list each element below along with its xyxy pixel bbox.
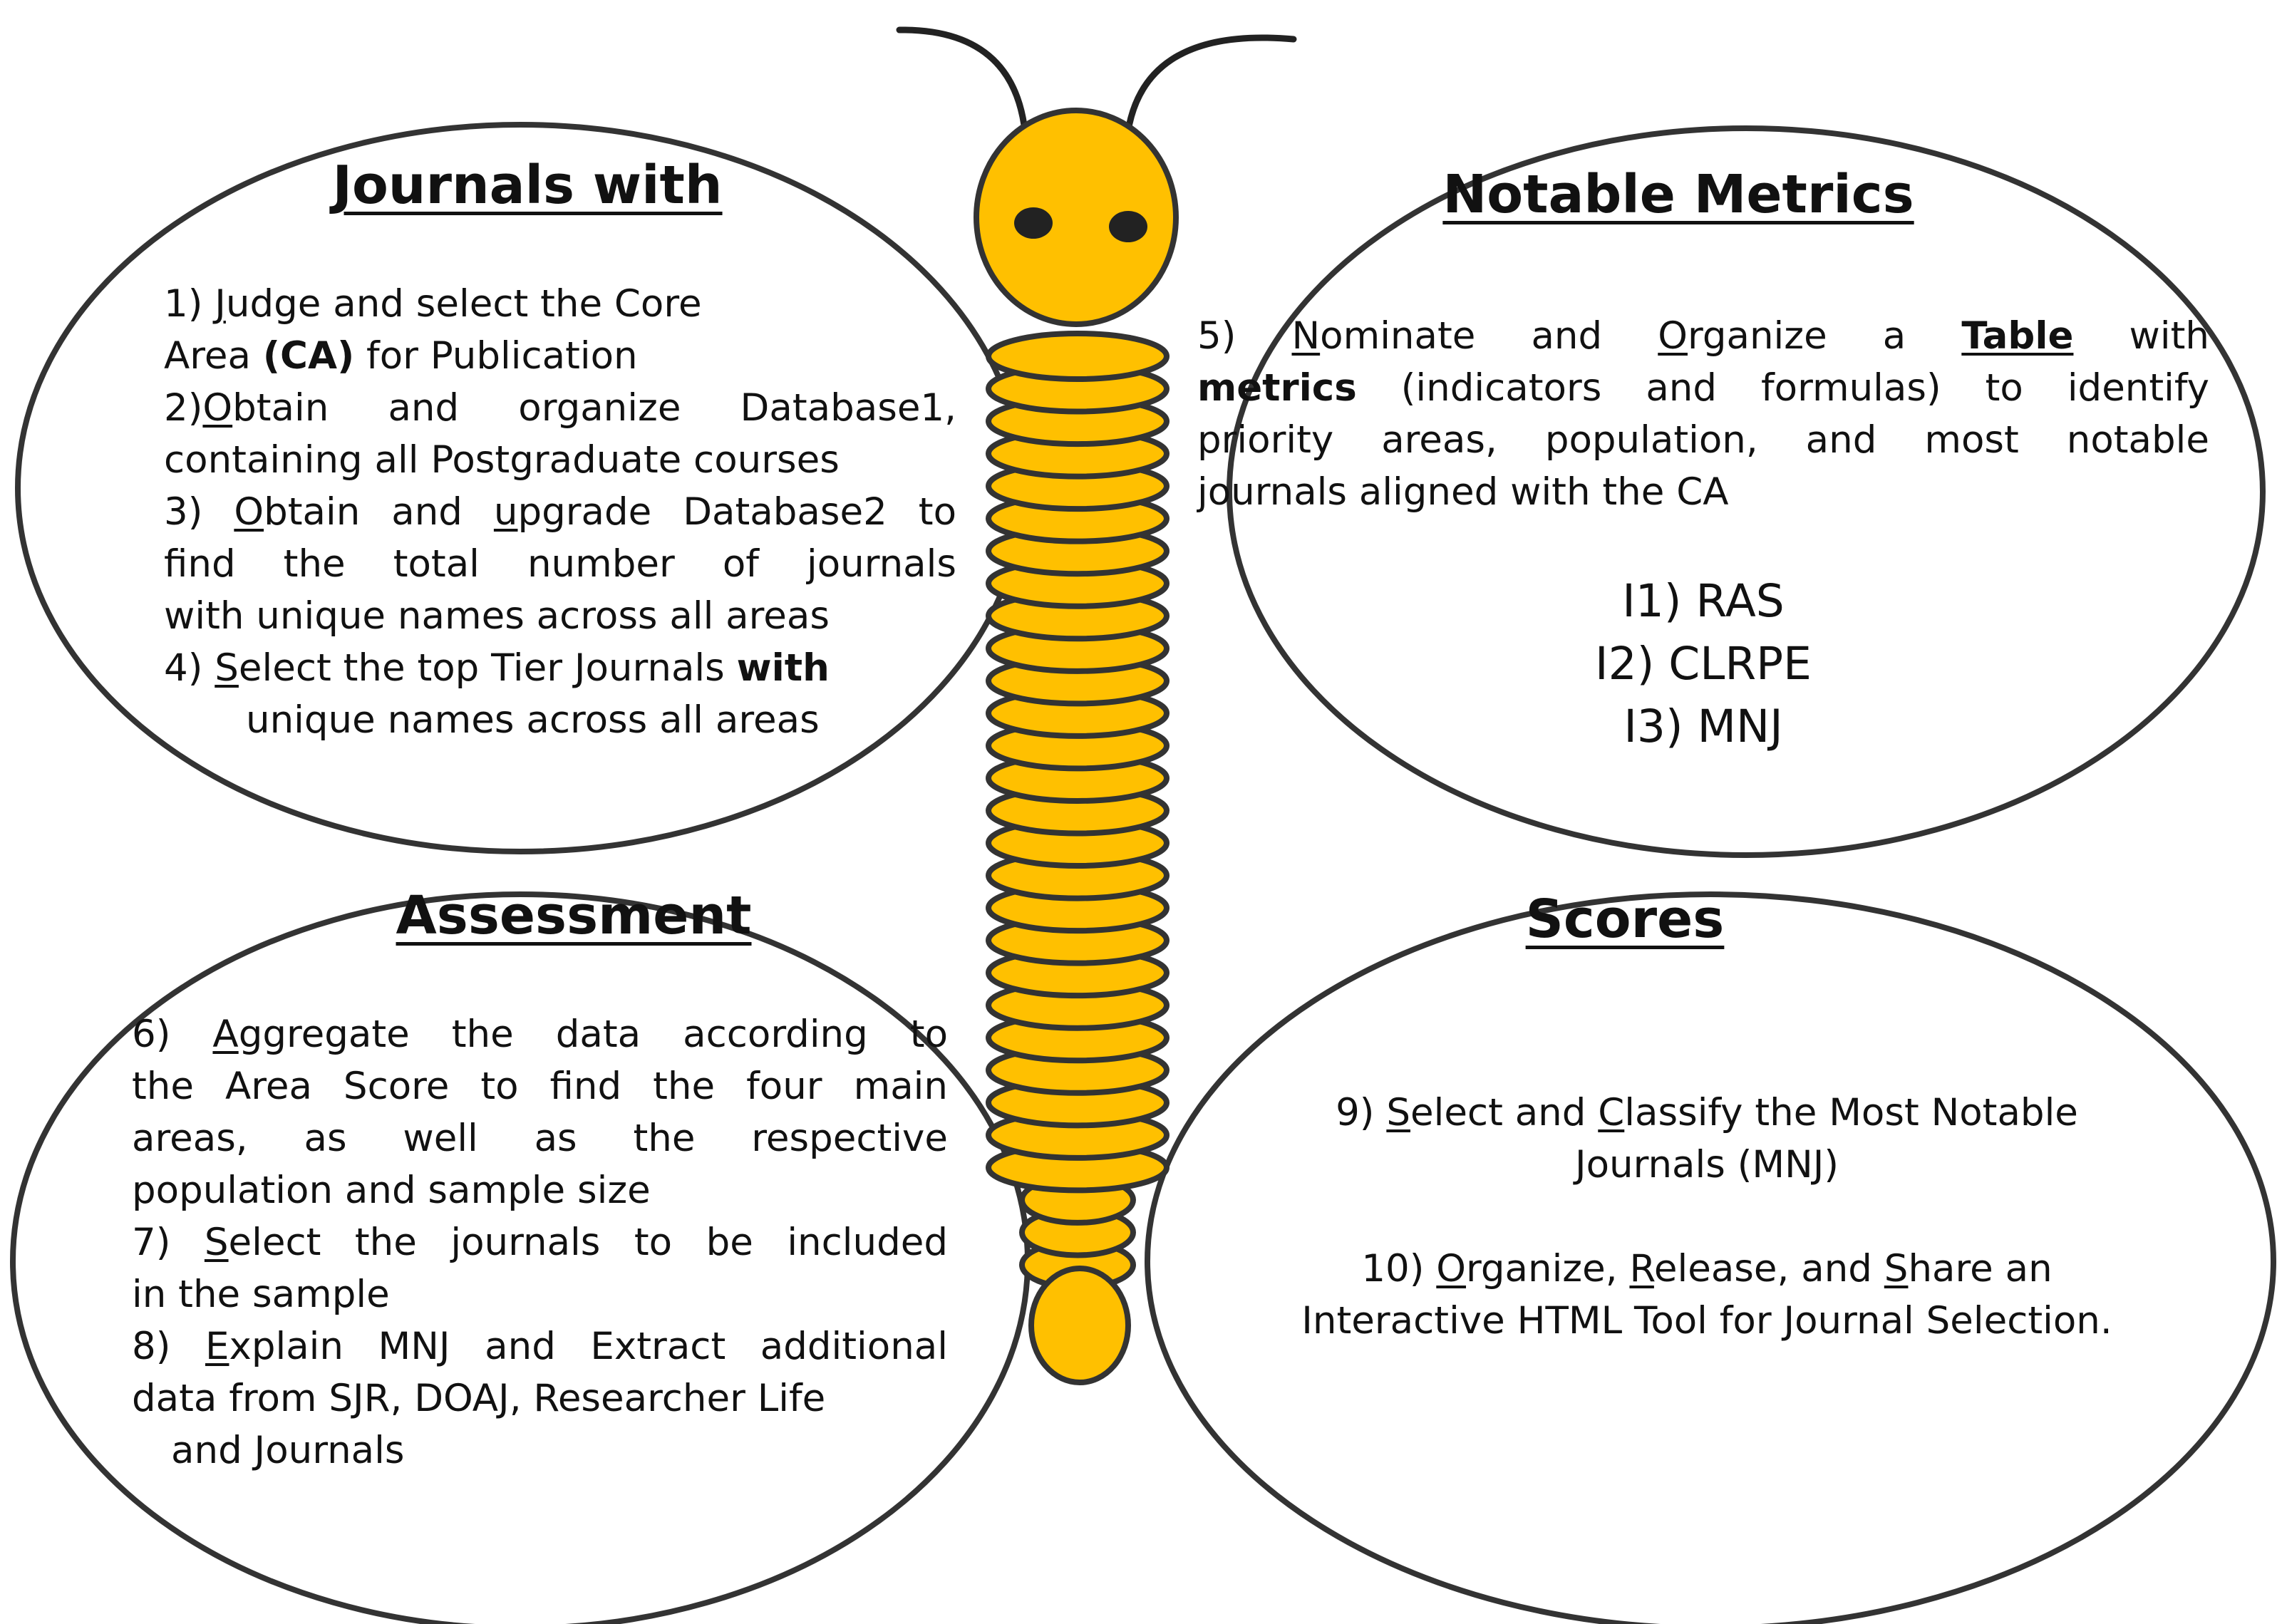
text-run: J [215,282,226,326]
text-run: for Publication [354,334,638,378]
text-run: find the total number of journals [164,542,956,586]
wing-text-line [1197,1243,2216,1295]
eye-right [1109,211,1147,242]
text-run: hare an [1908,1247,2053,1291]
wing-text-line [164,278,956,330]
text-run: data from SJR, DOAJ, Researcher Life [132,1377,826,1420]
text-run: population and sample size [132,1169,651,1212]
wing-text-line [164,382,956,434]
wing-title-bottom-left: Assessment [396,885,752,946]
text-run: Area [164,334,263,378]
wing-text-bottom-left [132,1008,948,1476]
eye-left [1014,207,1053,239]
text-run: S [215,646,239,690]
text-run: and Journals [171,1429,405,1472]
wing-text-line [132,1268,948,1320]
text-run: Interactive HTML Tool for Journal Selection. [1301,1299,2112,1343]
text-run: xplain MNJ and Extract additional [229,1325,948,1368]
text-run: with [2073,314,2209,358]
wing-text-line [164,538,956,590]
antenna-right [1126,38,1294,150]
text-run: with [736,646,830,690]
text-run: rganize a [1687,314,1962,358]
text-run: 8) [132,1325,205,1368]
wing-text-line [1197,1139,2216,1191]
indicator-item: I2) CLRPE [1595,638,1812,690]
wing-text-line [132,1112,948,1164]
text-run: 10) [1361,1247,1437,1291]
text-run: (CA) [262,334,355,378]
text-run: 4) [164,646,215,690]
text-run: ggregate the data according to [238,1013,948,1056]
wing-title-bottom-right: Scores [1525,889,1725,950]
text-run: elect and [1410,1091,1599,1134]
text-run: areas, as well as the respective [132,1117,948,1160]
wing-text-line [164,694,956,746]
text-run: A [212,1013,239,1056]
text-run: E [205,1325,229,1368]
text-run: priority areas, population, and most notable [1197,418,2209,462]
text-run: elect the journals to be included [228,1221,948,1264]
wing-text-line [1197,362,2209,414]
text-run: udge and select the Core [225,282,702,326]
text-run: R [1629,1247,1654,1291]
text-run: 3) [164,490,234,534]
text-run: 1) [164,282,215,326]
wing-text-line [132,1060,948,1112]
text-run: elect the top Tier Journals [238,646,737,690]
wing-text-line [132,1008,948,1060]
text-run: S [204,1221,229,1264]
wing-text-line [164,486,956,538]
text-run: u [493,490,518,534]
text-run: 9) [1336,1091,1387,1134]
indicator-list [1447,570,1960,758]
text-run: journals aligned with the CA [1197,470,1729,514]
text-run: the Area Score to find the four main [132,1065,948,1108]
wing-text-top-right [1197,310,2209,518]
wing-text-line [1197,1087,2216,1139]
indicator-item: I1) RAS [1622,575,1785,627]
text-run: 6) [132,1013,213,1056]
text-run: ominate and [1320,314,1658,358]
wing-text-line [132,1320,948,1372]
wing-text-line [132,1216,948,1268]
body-segment [988,333,1167,379]
body-tail [1031,1268,1128,1382]
text-run: C [1598,1091,1625,1134]
wing-text-line [164,330,956,382]
text-run: in the sample [132,1273,390,1316]
wing-text-line [164,434,956,486]
text-run: with unique names across all areas [164,594,830,638]
indicator-item: I3) MNJ [1623,700,1783,752]
wing-title-top-right: Notable Metrics [1442,164,1914,225]
text-run: N [1291,314,1321,358]
text-run: O [1436,1247,1467,1291]
wing-text-line [132,1424,948,1476]
text-run: pgrade Database2 to [517,490,956,534]
wing-text-bottom-right [1197,1087,2216,1347]
text-run: lassify the Most Notable [1624,1091,2078,1134]
text-run: O [234,490,264,534]
wing-text-line [132,1164,948,1216]
text-run: containing all Postgraduate courses [164,438,840,482]
wing-text-line [164,642,956,694]
wing-text-line [1197,466,2209,518]
wing-text-top-left [164,278,956,746]
text-run: Table [1961,314,2074,358]
wing-text-line [1197,1295,2216,1347]
wing-text-line [1197,414,2209,466]
text-run: rganize, [1466,1247,1630,1291]
text-run: S [1386,1091,1410,1134]
wing-text-line [164,590,956,642]
text-run: elease, and [1653,1247,1884,1291]
wing-text-line [132,1372,948,1424]
text-run: O [1658,314,1688,358]
text-run: metrics [1197,366,1357,410]
text-run: 5) [1197,314,1292,358]
text-run: 2) [164,386,203,430]
caterpillar-head [976,110,1176,324]
text-run: btain and [264,490,494,534]
text-run: unique names across all areas [246,698,820,742]
text-run: 7) [132,1221,205,1264]
text-run: btain and organize Database1, [232,386,956,430]
text-run: S [1884,1247,1909,1291]
antenna-left [899,30,1026,150]
wing-title-top-left: Journals with [332,155,723,216]
text-run: Journals (MNJ) [1574,1143,1839,1186]
text-run: O [202,386,233,430]
body-segments [988,333,1167,1288]
text-run: (indicators and formulas) to identify [1356,366,2209,410]
wing-text-line [1197,310,2209,362]
